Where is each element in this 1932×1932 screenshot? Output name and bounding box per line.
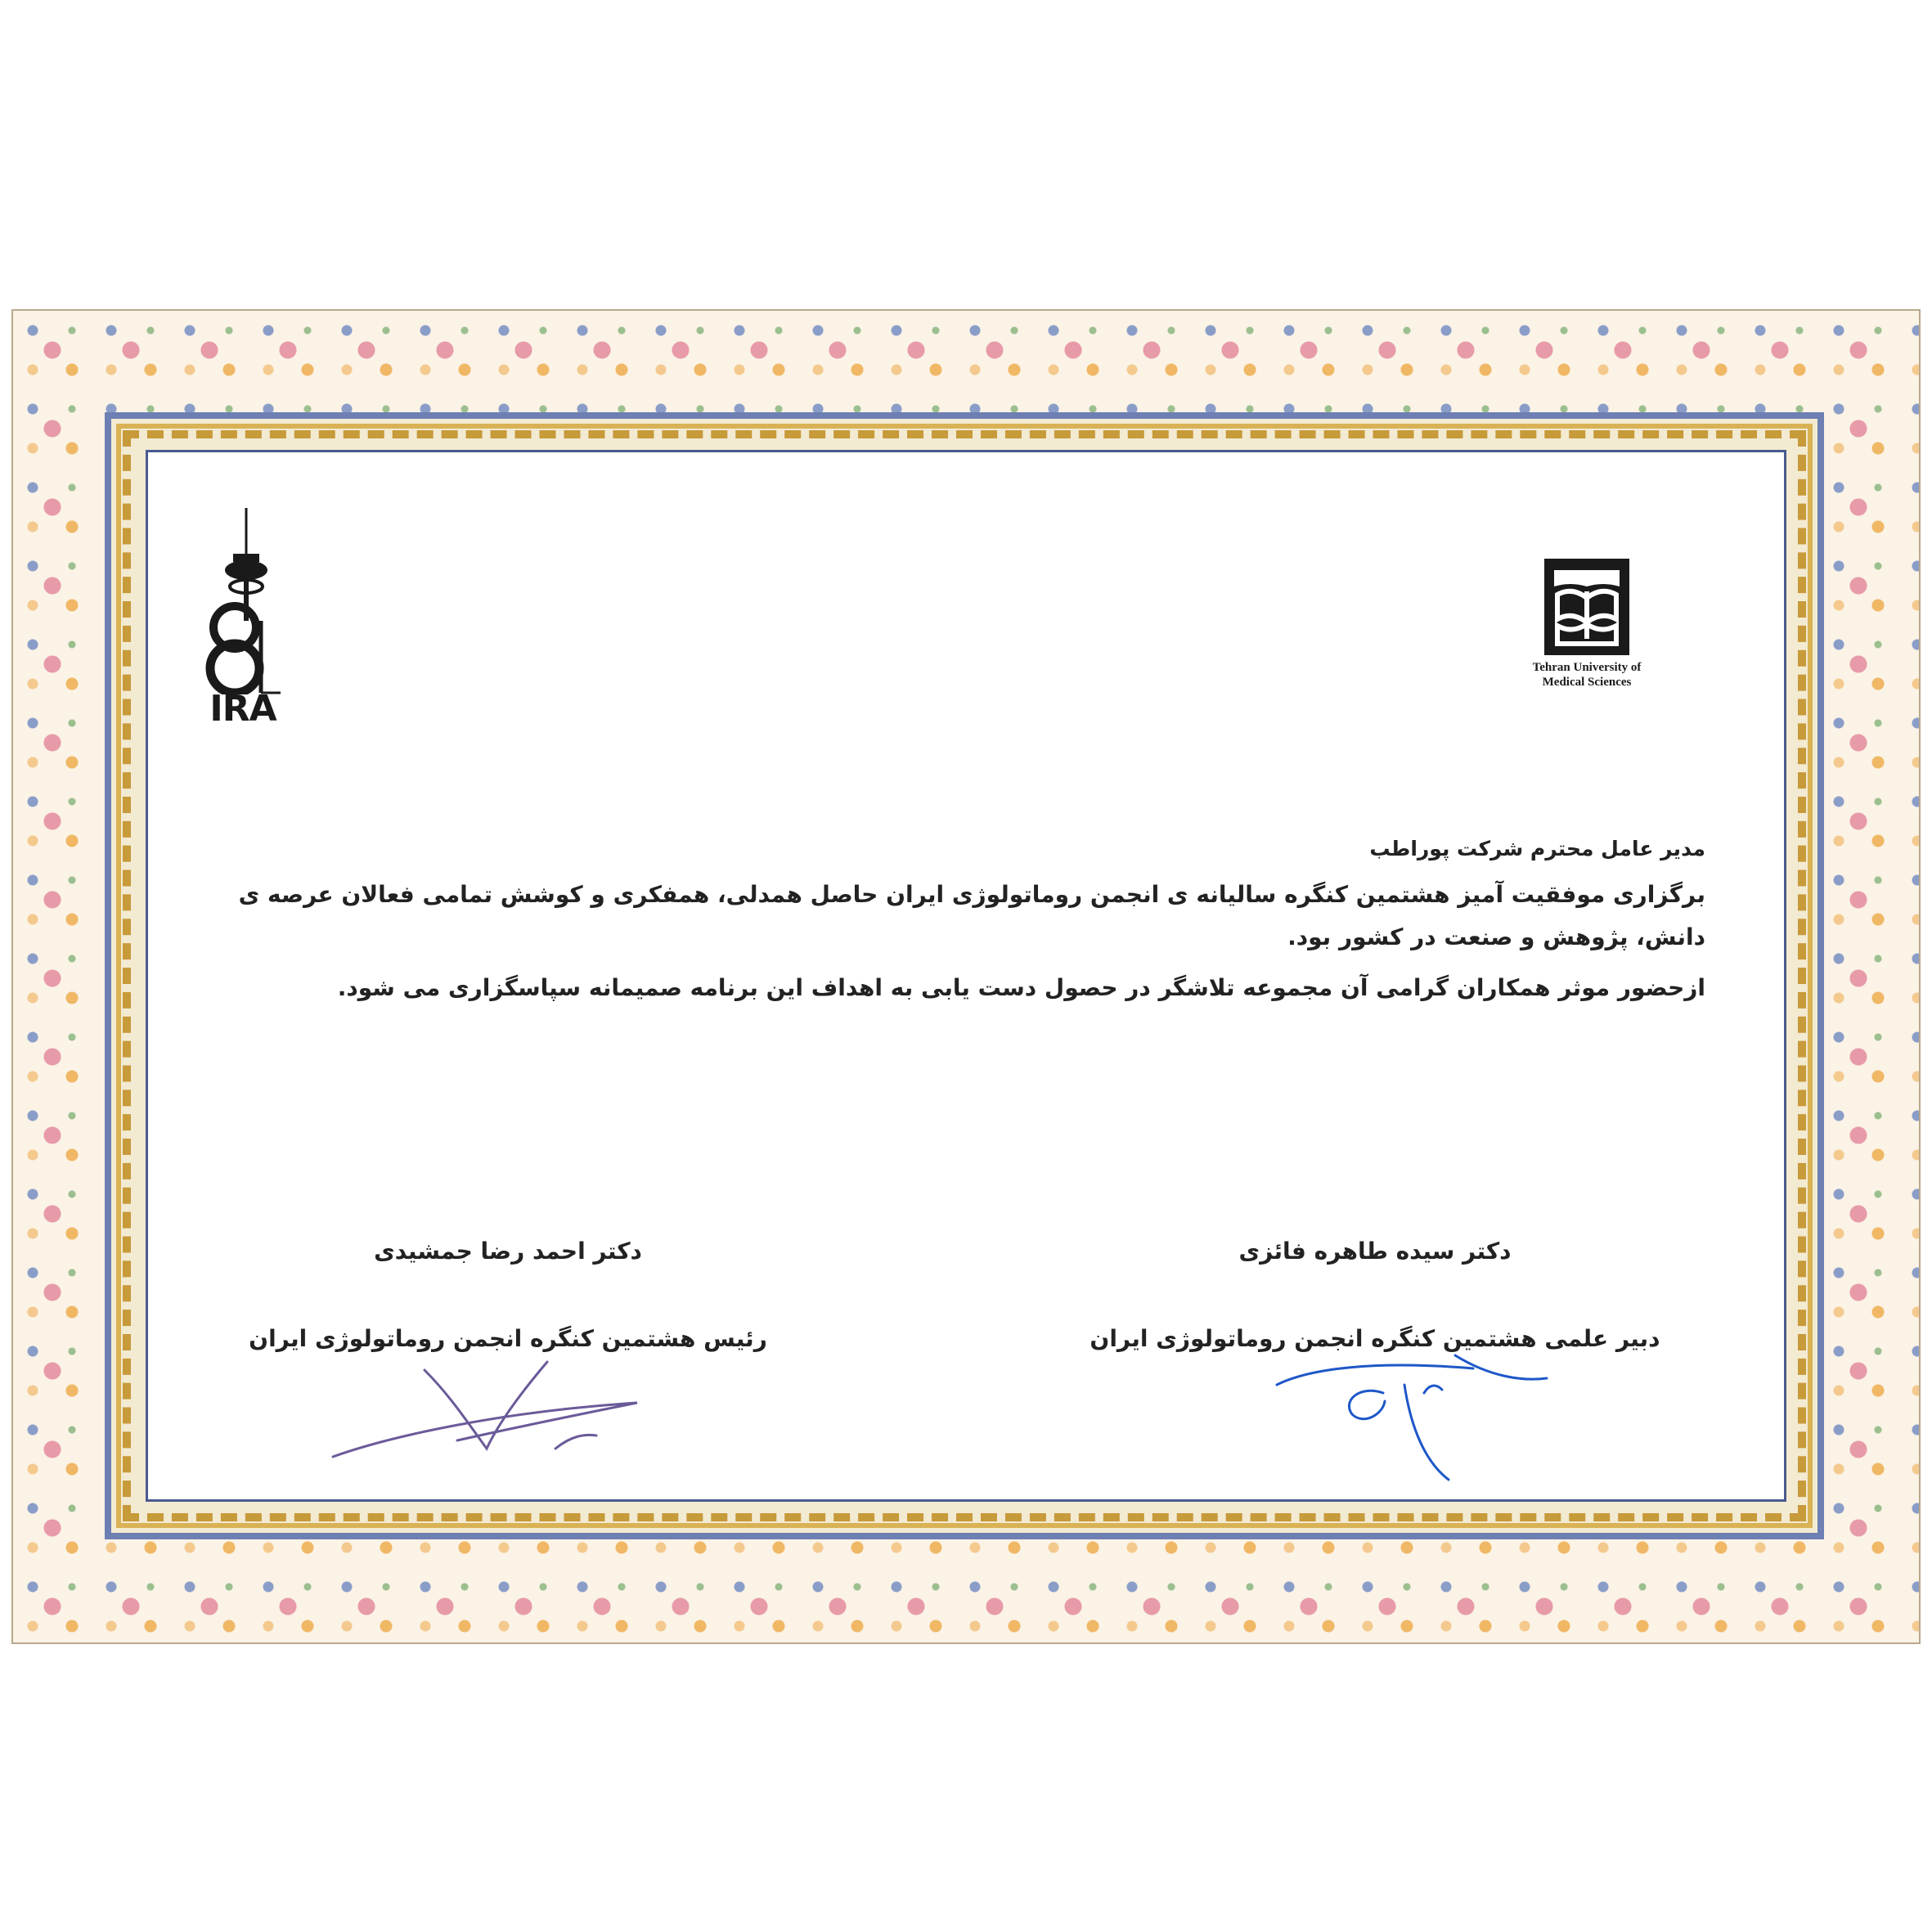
paragraph-thanks: ازحضور موثر همکاران گرامی آن مجموعه تلاشگر در حصول دست یابی به اهداف این برنامه صمیمانه سپاسگزاری می شود.	[337, 974, 1705, 1001]
milad-tower-icon	[194, 506, 292, 694]
signer-title: رئیس هشتمین کنگره انجمن روماتولوژی ایران	[249, 1325, 767, 1352]
signatory-chair	[213, 1238, 802, 1352]
ira-logo-text: IRA	[209, 688, 276, 730]
signature-chair-mark	[326, 1346, 654, 1468]
tums-emblem-icon	[1544, 559, 1629, 655]
tums-caption-line-2: Medical Sciences	[1542, 676, 1632, 689]
signer-name: دکتر سیده طاهره فائزی	[1238, 1238, 1512, 1265]
tums-caption	[1525, 660, 1648, 690]
letter-body	[225, 837, 1705, 1009]
tums-logo	[1525, 559, 1648, 706]
signer-title: دبیر علمی هشتمین کنگره انجمن روماتولوژی ایران	[1090, 1325, 1660, 1352]
certificate-content	[146, 450, 1786, 1502]
signatory-scientific-secretary	[1040, 1238, 1710, 1352]
paragraph-appreciation: برگزاری موفقیت آمیز هشتمین کنگره سالیانه ی انجمن روماتولوژی ایران حاصل همدلی، همفکری و کوشش تمامی فعالان عرصه ی دانش، پژوهش و صنعت در کشور بود.	[238, 881, 1705, 950]
salutation: مدیر عامل محترم شرکت پوراطب	[1369, 837, 1705, 860]
ira-logo	[194, 506, 292, 735]
signer-name: دکتر احمد رضا جمشیدی	[374, 1238, 642, 1265]
signature-secretary-mark	[1260, 1336, 1555, 1483]
tums-caption-line-1: Tehran University of	[1532, 661, 1642, 674]
